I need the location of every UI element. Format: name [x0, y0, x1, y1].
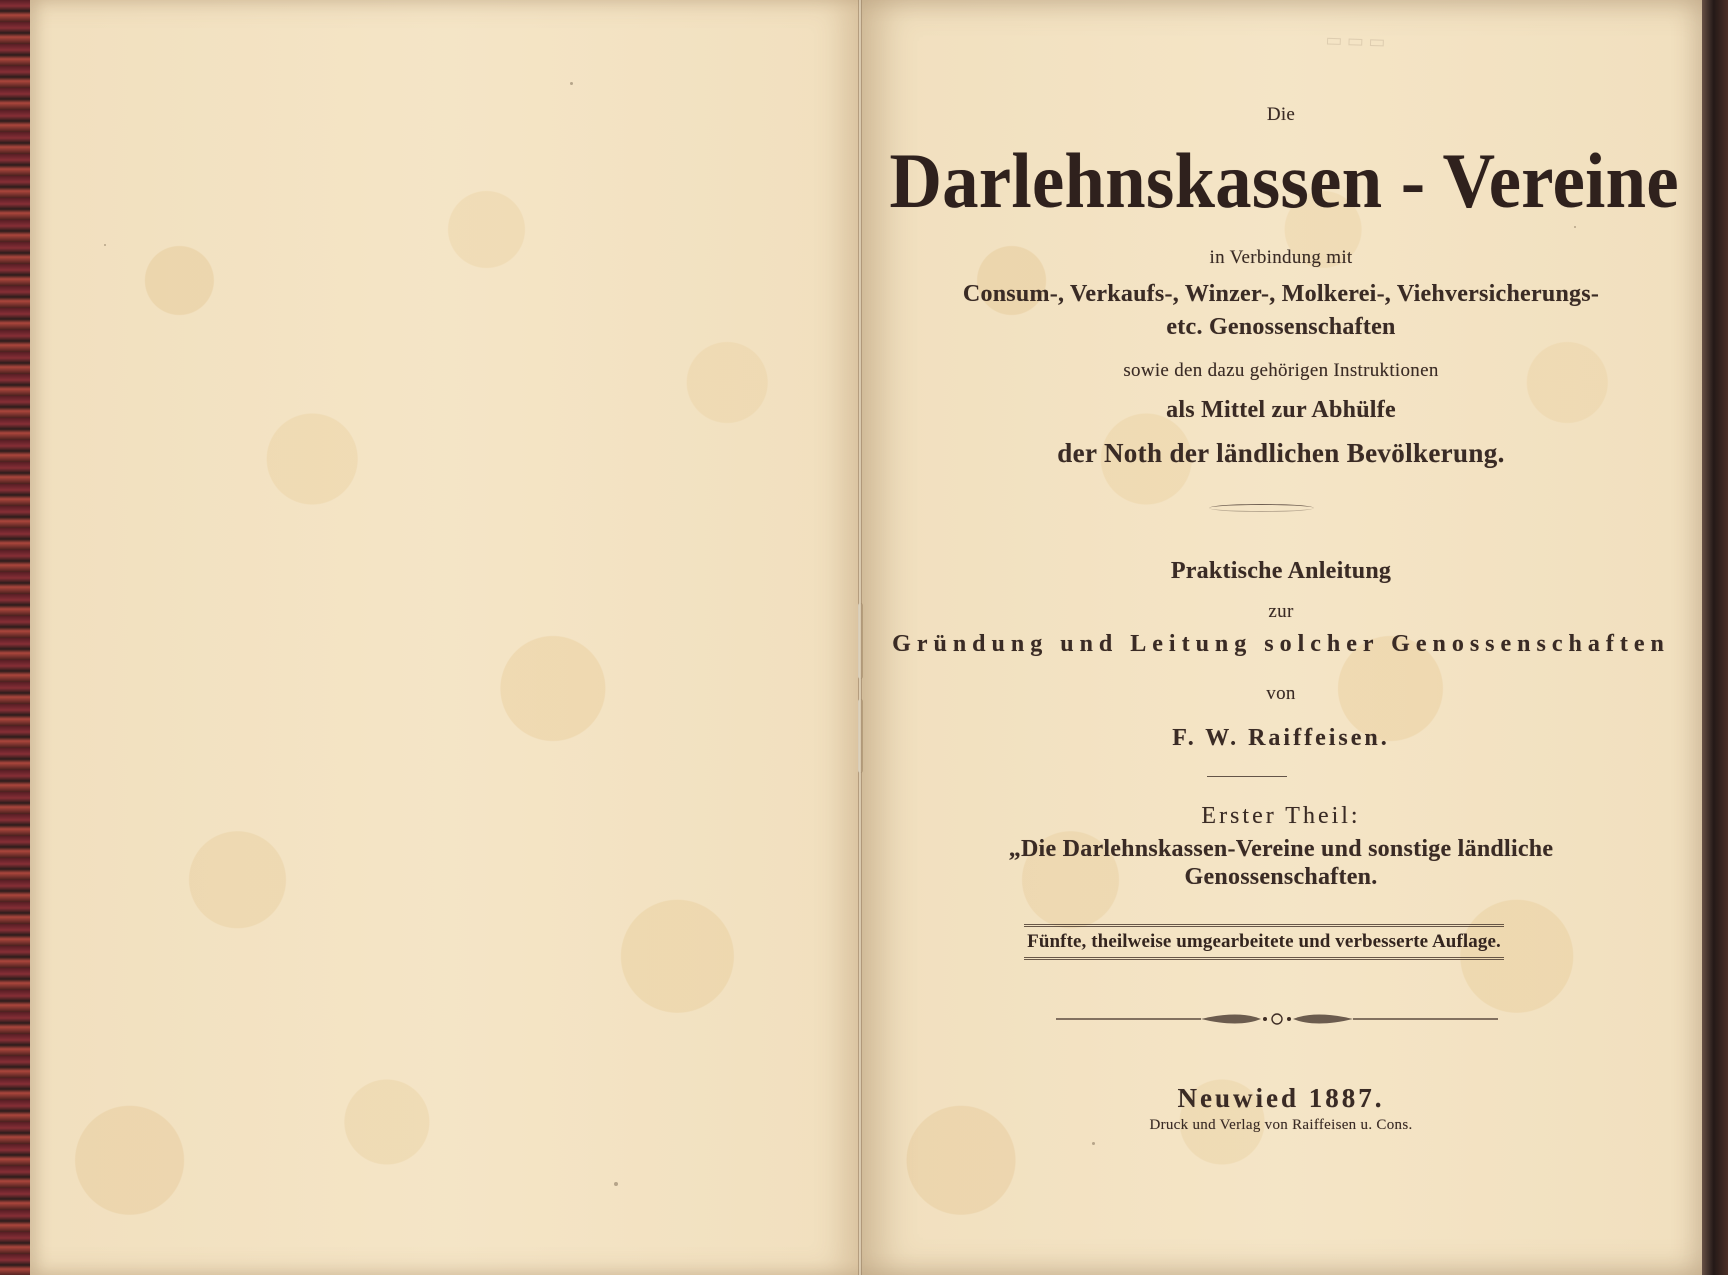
subtitle-in-connection: in Verbindung mit — [1209, 247, 1353, 268]
publisher-line: Druck und Verlag von Raiffeisen u. Cons. — [1149, 1117, 1413, 1133]
means-line: als Mittel zur Abhülfe — [1166, 397, 1396, 423]
practical-guide-heading: Praktische Anleitung — [1170, 558, 1392, 584]
edition-note: Fünfte, theilweise umgearbeitete und verbesserte Auflage. — [1024, 924, 1504, 960]
paper-speck — [614, 1182, 618, 1186]
part-title-line-1: „Die Darlehnskassen-Vereine und sonstige ländliche — [1008, 836, 1554, 862]
part-heading: Erster Theil: — [1201, 803, 1361, 829]
author-divider — [1207, 776, 1287, 777]
paper-speck — [104, 244, 106, 246]
right-cover-edge — [1702, 0, 1728, 1275]
title-page-text — [860, 0, 1702, 1275]
instructions-line: sowie den dazu gehörigen Instruktionen — [1123, 360, 1439, 381]
ornamental-rule — [1056, 1004, 1498, 1034]
left-cover-edge — [0, 0, 30, 1275]
wavy-rule — [1209, 504, 1314, 512]
cooperatives-line-1: Consum-, Verkaufs-, Winzer-, Molkerei-, Viehversicherungs- — [962, 281, 1600, 307]
title-by: von — [1266, 683, 1296, 704]
founding-line: Gründung und Leitung solcher Genossenschaften — [892, 631, 1670, 657]
faded-library-stamp: ▭ ▭ ▭ — [1325, 29, 1386, 52]
author-name: F. W. Raiffeisen. — [1172, 725, 1390, 751]
paper-speck — [570, 82, 573, 85]
title-die: Die — [1266, 104, 1296, 125]
need-line: der Noth der ländlichen Bevölkerung. — [1057, 438, 1505, 468]
title-to: zur — [1268, 601, 1294, 622]
left-blank-page — [30, 0, 860, 1275]
main-title: Darlehnskassen - Vereine — [889, 137, 1679, 224]
part-title-line-2: Genossenschaften. — [1184, 864, 1378, 890]
place-and-year: Neuwied 1887. — [1177, 1083, 1385, 1113]
cooperatives-line-2: etc. Genossenschaften — [1166, 314, 1396, 340]
